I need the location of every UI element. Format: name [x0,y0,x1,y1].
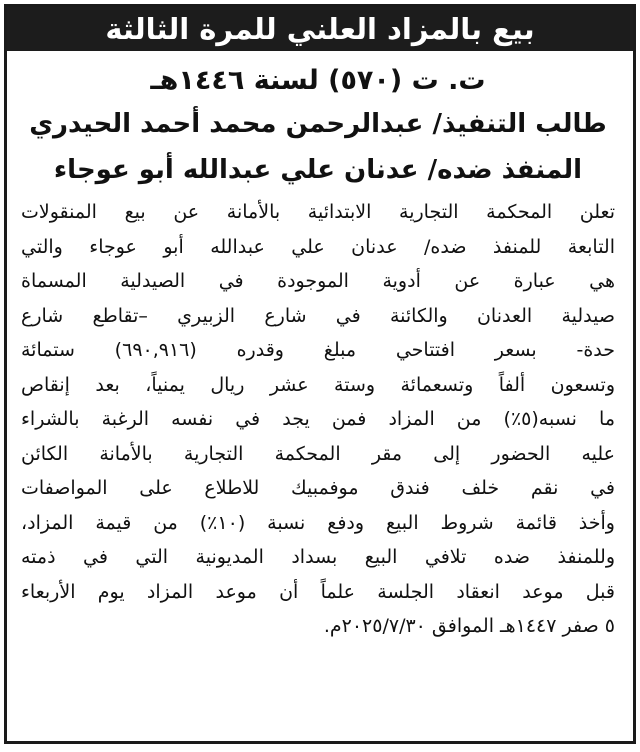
auction-notice [4,4,636,744]
body-line: وللمنفذ ضده تلافي البيع بسداد المديونية التي في ذمته [21,546,615,568]
case-number: ت. ت (٥٧٠) لسنة ١٤٤٦هـ [150,65,486,96]
notice-title: بيع بالمزاد العلني للمرة الثالثة [7,7,633,51]
execution-applicant: طالب التنفيذ/ عبدالرحمن محمد أحمد الحيدري [29,109,607,139]
body-line: ما نسبه(٥٪) من المزاد فمن يجد في نفسه الرغبة بالشراء [21,408,615,430]
body-line: صيدلية العدنان والكائنة في شارع الزبيري –تقاطع شارع [21,304,615,327]
body-line: تعلن المحكمة التجارية الابتدائية بالأمانة عن بيع المنقولات [21,201,615,223]
body-line: عليه الحضور إلى مقر المحكمة التجارية بالأمانة الكائن [21,442,615,465]
body-line: قبل موعد انعقاد الجلسة علماً أن موعد المزاد يوم الأربعاء [21,580,615,603]
body-line: وتسعون ألفاً وتسعمائة وستة عشر ريال يمنياً، بعد إنقاص [21,373,615,396]
notice-content [7,51,633,644]
body-line: التابعة للمنفذ ضده/ عدنان علي عبدالله أبو عوجاء والتي [21,235,615,258]
notice-body [21,195,615,644]
execution-respondent: المنفذ ضده/ عدنان علي عبدالله أبو عوجاء [53,155,583,185]
body-line: في نقم خلف فندق موفمبيك للاطلاع على المواصفات [21,477,615,499]
body-line-last: ٥ صفر ١٤٤٧هـ الموافق ٢٠٢٥/٧/٣٠م. [323,615,615,637]
body-line: هي عبارة عن أدوية الموجودة في الصيدلية المسماة [21,270,615,292]
body-line: حدة- بسعر افتتاحي مبلغ وقدره (٦٩٠,٩١٦) ستمائة [21,339,615,361]
body-line: وأخذ قائمة شروط البيع ودفع نسبة (١٠٪) من قيمة المزاد، [21,511,615,534]
